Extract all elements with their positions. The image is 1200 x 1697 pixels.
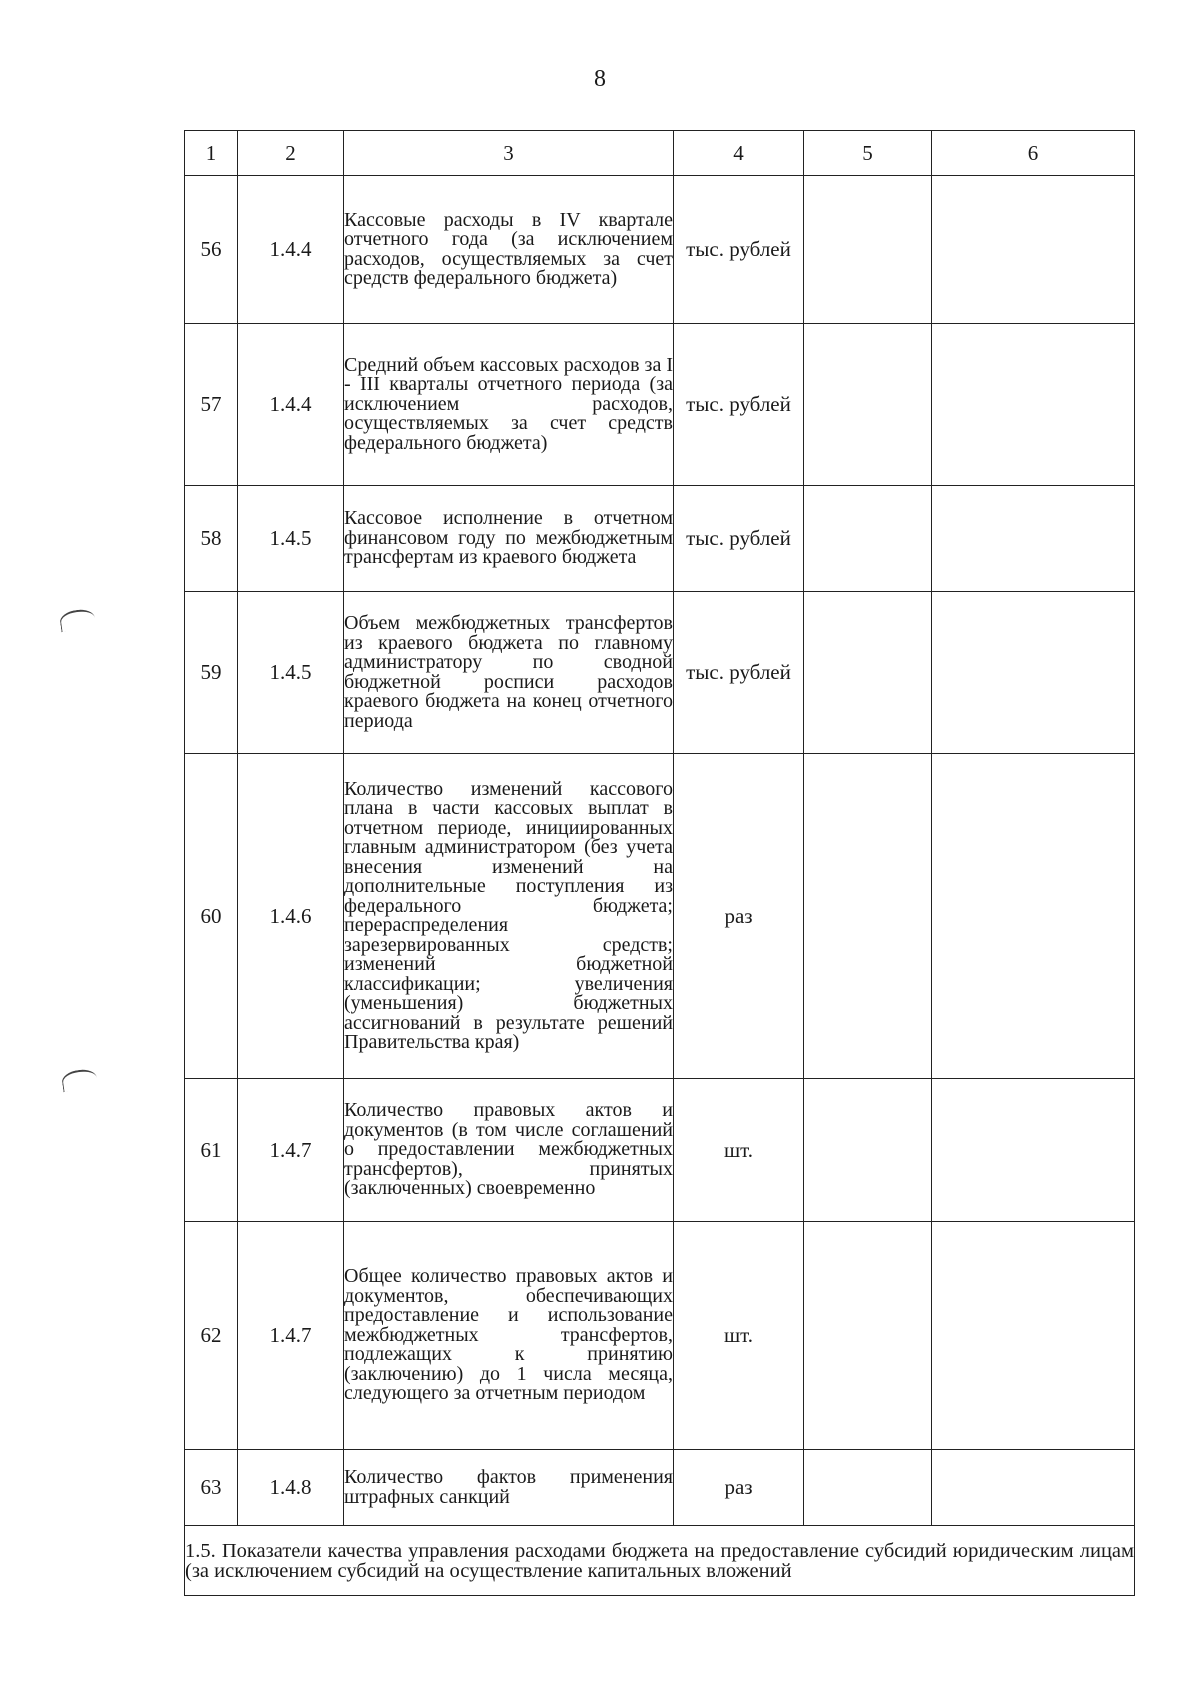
unit-of-measure: раз [674, 1450, 804, 1526]
value-cell-col6 [932, 176, 1135, 324]
indicator-code: 1.4.5 [238, 592, 344, 754]
indicator-code: 1.4.8 [238, 1450, 344, 1526]
value-cell-col6 [932, 486, 1135, 592]
unit-of-measure: тыс. рублей [674, 592, 804, 754]
section-heading: 1.5. Показатели качества управления расходами бюджета на предоставление субсидий юридическим лицам (за исключением субсидий на осуществление капитальных вложений [185, 1526, 1135, 1596]
page-number: 8 [594, 66, 606, 92]
value-cell-col6 [932, 754, 1135, 1079]
value-cell-col5 [804, 324, 932, 486]
value-cell-col5 [804, 486, 932, 592]
row-number: 57 [185, 324, 238, 486]
indicator-description: Количество правовых актов и документов (в том числе соглашений о предоставлении межбюджетных трансфертов), принятых (заключенных) своевременно [344, 1079, 674, 1222]
row-number: 62 [185, 1222, 238, 1450]
unit-of-measure: раз [674, 754, 804, 1079]
unit-of-measure: шт. [674, 1079, 804, 1222]
table-row [185, 1450, 1135, 1526]
table-row [185, 1079, 1135, 1222]
indicator-code: 1.4.7 [238, 1222, 344, 1450]
table-header-row [185, 131, 1135, 176]
table-row [185, 324, 1135, 486]
value-cell-col6 [932, 1079, 1135, 1222]
indicator-description: Кассовое исполнение в отчетном финансовом году по межбюджетным трансфертам из краевого бюджета [344, 486, 674, 592]
value-cell-col5 [804, 1450, 932, 1526]
value-cell-col6 [932, 1450, 1135, 1526]
row-number: 60 [185, 754, 238, 1079]
table-row [185, 176, 1135, 324]
indicator-code: 1.4.4 [238, 176, 344, 324]
indicator-code: 1.4.7 [238, 1079, 344, 1222]
indicator-code: 1.4.5 [238, 486, 344, 592]
unit-of-measure: шт. [674, 1222, 804, 1450]
value-cell-col5 [804, 1222, 932, 1450]
value-cell-col5 [804, 592, 932, 754]
indicators-table [184, 130, 1135, 1596]
value-cell-col5 [804, 176, 932, 324]
value-cell-col6 [932, 1222, 1135, 1450]
section-heading-row [185, 1526, 1135, 1596]
indicator-description: Общее количество правовых актов и документов, обеспечивающих предоставление и использование межбюджетных трансфертов, подлежащих к принятию (заключению) до 1 числа месяца, следующего за отчетным периодом [344, 1222, 674, 1450]
row-number: 58 [185, 486, 238, 592]
column-header: 3 [344, 131, 674, 176]
indicator-code: 1.4.4 [238, 324, 344, 486]
row-number: 63 [185, 1450, 238, 1526]
column-header: 2 [238, 131, 344, 176]
value-cell-col5 [804, 754, 932, 1079]
row-number: 61 [185, 1079, 238, 1222]
column-header: 4 [674, 131, 804, 176]
indicator-description: Количество фактов применения штрафных санкций [344, 1450, 674, 1526]
table-row [185, 592, 1135, 754]
unit-of-measure: тыс. рублей [674, 176, 804, 324]
value-cell-col5 [804, 1079, 932, 1222]
table-row [185, 486, 1135, 592]
unit-of-measure: тыс. рублей [674, 324, 804, 486]
value-cell-col6 [932, 324, 1135, 486]
indicator-description: Кассовые расходы в IV квартале отчетного года (за исключением расходов, осуществляемых за счет средств федерального бюджета) [344, 176, 674, 324]
unit-of-measure: тыс. рублей [674, 486, 804, 592]
row-number: 59 [185, 592, 238, 754]
column-header: 5 [804, 131, 932, 176]
indicator-code: 1.4.6 [238, 754, 344, 1079]
column-header: 1 [185, 131, 238, 176]
table-row [185, 1222, 1135, 1450]
value-cell-col6 [932, 592, 1135, 754]
indicator-description: Количество изменений кассового плана в части кассовых выплат в отчетном периоде, инициированных главным администратором (без учета внесения изменений на дополнительные поступления из федерального бюджета; перераспределения зарезервированных средств; изменений бюджетной классификации; увеличения (уменьшения) бюджетных ассигнований в результате решений Правительства края) [344, 754, 674, 1079]
indicator-description: Объем межбюджетных трансфертов из краевого бюджета по главному администратору по сводной бюджетной росписи расходов краевого бюджета на конец отчетного периода [344, 592, 674, 754]
margin-pencil-mark [59, 608, 96, 633]
margin-pencil-mark [61, 1068, 98, 1093]
row-number: 56 [185, 176, 238, 324]
table-row [185, 754, 1135, 1079]
indicator-description: Средний объем кассовых расходов за I - III кварталы отчетного периода (за исключением расходов, осуществляемых за счет средств федерального бюджета) [344, 324, 674, 486]
column-header: 6 [932, 131, 1135, 176]
